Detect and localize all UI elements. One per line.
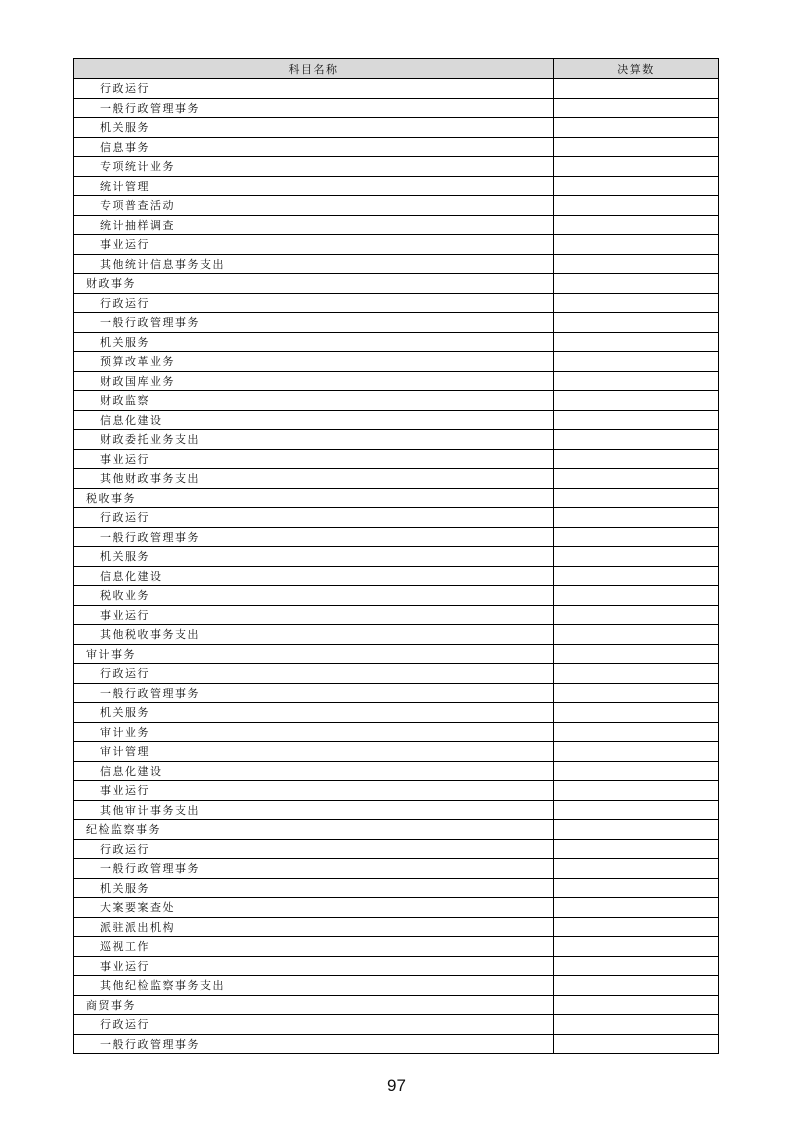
table-row	[74, 527, 719, 547]
item-name-cell: 一般行政管理事务	[74, 683, 554, 703]
item-name-cell: 审计业务	[74, 722, 554, 742]
item-name-cell: 纪检监察事务	[74, 820, 554, 840]
table-row	[74, 722, 719, 742]
final-amount-cell	[554, 196, 719, 216]
item-name-cell: 大案要案查处	[74, 898, 554, 918]
final-amount-cell	[554, 410, 719, 430]
final-amount-cell	[554, 508, 719, 528]
final-amount-cell	[554, 995, 719, 1015]
item-name-cell: 专项统计业务	[74, 157, 554, 177]
item-name-cell: 行政运行	[74, 839, 554, 859]
table-row	[74, 1034, 719, 1054]
table-row	[74, 254, 719, 274]
item-name-cell: 机关服务	[74, 547, 554, 567]
final-amount-cell	[554, 235, 719, 255]
item-name-cell: 审计事务	[74, 644, 554, 664]
item-name-cell: 财政事务	[74, 274, 554, 294]
item-name-cell: 行政运行	[74, 293, 554, 313]
item-name-cell: 统计管理	[74, 176, 554, 196]
table-row	[74, 118, 719, 138]
table-row	[74, 664, 719, 684]
table-row	[74, 859, 719, 879]
item-name-cell: 其他税收事务支出	[74, 625, 554, 645]
table-row	[74, 625, 719, 645]
final-amount-cell	[554, 742, 719, 762]
table-row	[74, 79, 719, 99]
table-row	[74, 449, 719, 469]
final-amount-cell	[554, 137, 719, 157]
final-amount-cell	[554, 644, 719, 664]
final-amount-cell	[554, 274, 719, 294]
table-row	[74, 917, 719, 937]
table-row	[74, 800, 719, 820]
final-amount-cell	[554, 664, 719, 684]
final-amount-cell	[554, 332, 719, 352]
final-amount-cell	[554, 703, 719, 723]
table-row	[74, 898, 719, 918]
final-amount-cell	[554, 176, 719, 196]
final-amount-cell	[554, 527, 719, 547]
final-amount-cell	[554, 371, 719, 391]
table-row	[74, 683, 719, 703]
final-amount-cell	[554, 293, 719, 313]
item-name-cell: 事业运行	[74, 605, 554, 625]
final-amount-cell	[554, 313, 719, 333]
table-row	[74, 274, 719, 294]
table-row	[74, 605, 719, 625]
item-name-cell: 一般行政管理事务	[74, 313, 554, 333]
item-name-cell: 信息化建设	[74, 761, 554, 781]
final-amount-cell	[554, 430, 719, 450]
table-row	[74, 332, 719, 352]
item-name-cell: 事业运行	[74, 781, 554, 801]
table-row	[74, 937, 719, 957]
final-amount-cell	[554, 839, 719, 859]
final-amount-cell	[554, 722, 719, 742]
table-row	[74, 488, 719, 508]
final-amount-cell	[554, 625, 719, 645]
final-amount-cell	[554, 566, 719, 586]
item-name-cell: 事业运行	[74, 449, 554, 469]
page-number: 97	[387, 1076, 406, 1095]
header-item-name: 科目名称	[74, 59, 554, 79]
final-amount-cell	[554, 878, 719, 898]
final-amount-cell	[554, 605, 719, 625]
final-amount-cell	[554, 859, 719, 879]
table-row	[74, 547, 719, 567]
final-amount-cell	[554, 683, 719, 703]
final-amount-cell	[554, 586, 719, 606]
final-amount-cell	[554, 1034, 719, 1054]
final-amount-cell	[554, 937, 719, 957]
table-row	[74, 313, 719, 333]
table-row	[74, 430, 719, 450]
item-name-cell: 财政监察	[74, 391, 554, 411]
item-name-cell: 巡视工作	[74, 937, 554, 957]
table-row	[74, 137, 719, 157]
table-row	[74, 469, 719, 489]
header-final-amount: 决算数	[554, 59, 719, 79]
table-header-row	[74, 59, 719, 79]
item-name-cell: 专项普查活动	[74, 196, 554, 216]
item-name-cell: 派驻派出机构	[74, 917, 554, 937]
table-row	[74, 293, 719, 313]
final-amount-cell	[554, 761, 719, 781]
item-name-cell: 财政委托业务支出	[74, 430, 554, 450]
item-name-cell: 其他财政事务支出	[74, 469, 554, 489]
item-name-cell: 机关服务	[74, 118, 554, 138]
table-row	[74, 371, 719, 391]
table-row	[74, 761, 719, 781]
item-name-cell: 行政运行	[74, 79, 554, 99]
table-row	[74, 215, 719, 235]
table-row	[74, 781, 719, 801]
final-amount-cell	[554, 157, 719, 177]
item-name-cell: 信息化建设	[74, 410, 554, 430]
item-name-cell: 一般行政管理事务	[74, 1034, 554, 1054]
item-name-cell: 一般行政管理事务	[74, 98, 554, 118]
table-row	[74, 995, 719, 1015]
item-name-cell: 机关服务	[74, 703, 554, 723]
final-amount-cell	[554, 1015, 719, 1035]
table-row	[74, 352, 719, 372]
final-amount-cell	[554, 976, 719, 996]
item-name-cell: 机关服务	[74, 878, 554, 898]
table-row	[74, 176, 719, 196]
table-row	[74, 98, 719, 118]
item-name-cell: 其他统计信息事务支出	[74, 254, 554, 274]
table-row	[74, 566, 719, 586]
table-row	[74, 878, 719, 898]
item-name-cell: 行政运行	[74, 1015, 554, 1035]
final-amount-cell	[554, 449, 719, 469]
item-name-cell: 商贸事务	[74, 995, 554, 1015]
table-row	[74, 410, 719, 430]
item-name-cell: 行政运行	[74, 508, 554, 528]
table-row	[74, 703, 719, 723]
item-name-cell: 事业运行	[74, 235, 554, 255]
final-amount-cell	[554, 391, 719, 411]
table-row	[74, 235, 719, 255]
table-row	[74, 976, 719, 996]
table-row	[74, 157, 719, 177]
table-row	[74, 644, 719, 664]
expenditure-table	[73, 58, 719, 1054]
item-name-cell: 一般行政管理事务	[74, 859, 554, 879]
final-amount-cell	[554, 800, 719, 820]
item-name-cell: 税收业务	[74, 586, 554, 606]
item-name-cell: 行政运行	[74, 664, 554, 684]
item-name-cell: 预算改革业务	[74, 352, 554, 372]
table-row	[74, 742, 719, 762]
final-amount-cell	[554, 781, 719, 801]
final-amount-cell	[554, 98, 719, 118]
final-amount-cell	[554, 917, 719, 937]
final-amount-cell	[554, 118, 719, 138]
item-name-cell: 其他审计事务支出	[74, 800, 554, 820]
item-name-cell: 其他纪检监察事务支出	[74, 976, 554, 996]
table-row	[74, 820, 719, 840]
item-name-cell: 统计抽样调查	[74, 215, 554, 235]
final-amount-cell	[554, 956, 719, 976]
final-amount-cell	[554, 352, 719, 372]
item-name-cell: 信息化建设	[74, 566, 554, 586]
final-amount-cell	[554, 547, 719, 567]
final-amount-cell	[554, 215, 719, 235]
item-name-cell: 审计管理	[74, 742, 554, 762]
item-name-cell: 事业运行	[74, 956, 554, 976]
table-row	[74, 1015, 719, 1035]
final-amount-cell	[554, 488, 719, 508]
table-row	[74, 586, 719, 606]
item-name-cell: 机关服务	[74, 332, 554, 352]
table-row	[74, 956, 719, 976]
table-row	[74, 391, 719, 411]
item-name-cell: 财政国库业务	[74, 371, 554, 391]
table-row	[74, 839, 719, 859]
final-amount-cell	[554, 469, 719, 489]
table-row	[74, 196, 719, 216]
item-name-cell: 税收事务	[74, 488, 554, 508]
final-amount-cell	[554, 898, 719, 918]
table-row	[74, 508, 719, 528]
final-amount-cell	[554, 79, 719, 99]
item-name-cell: 一般行政管理事务	[74, 527, 554, 547]
item-name-cell: 信息事务	[74, 137, 554, 157]
final-amount-cell	[554, 254, 719, 274]
table-body	[74, 79, 719, 1054]
final-amount-cell	[554, 820, 719, 840]
